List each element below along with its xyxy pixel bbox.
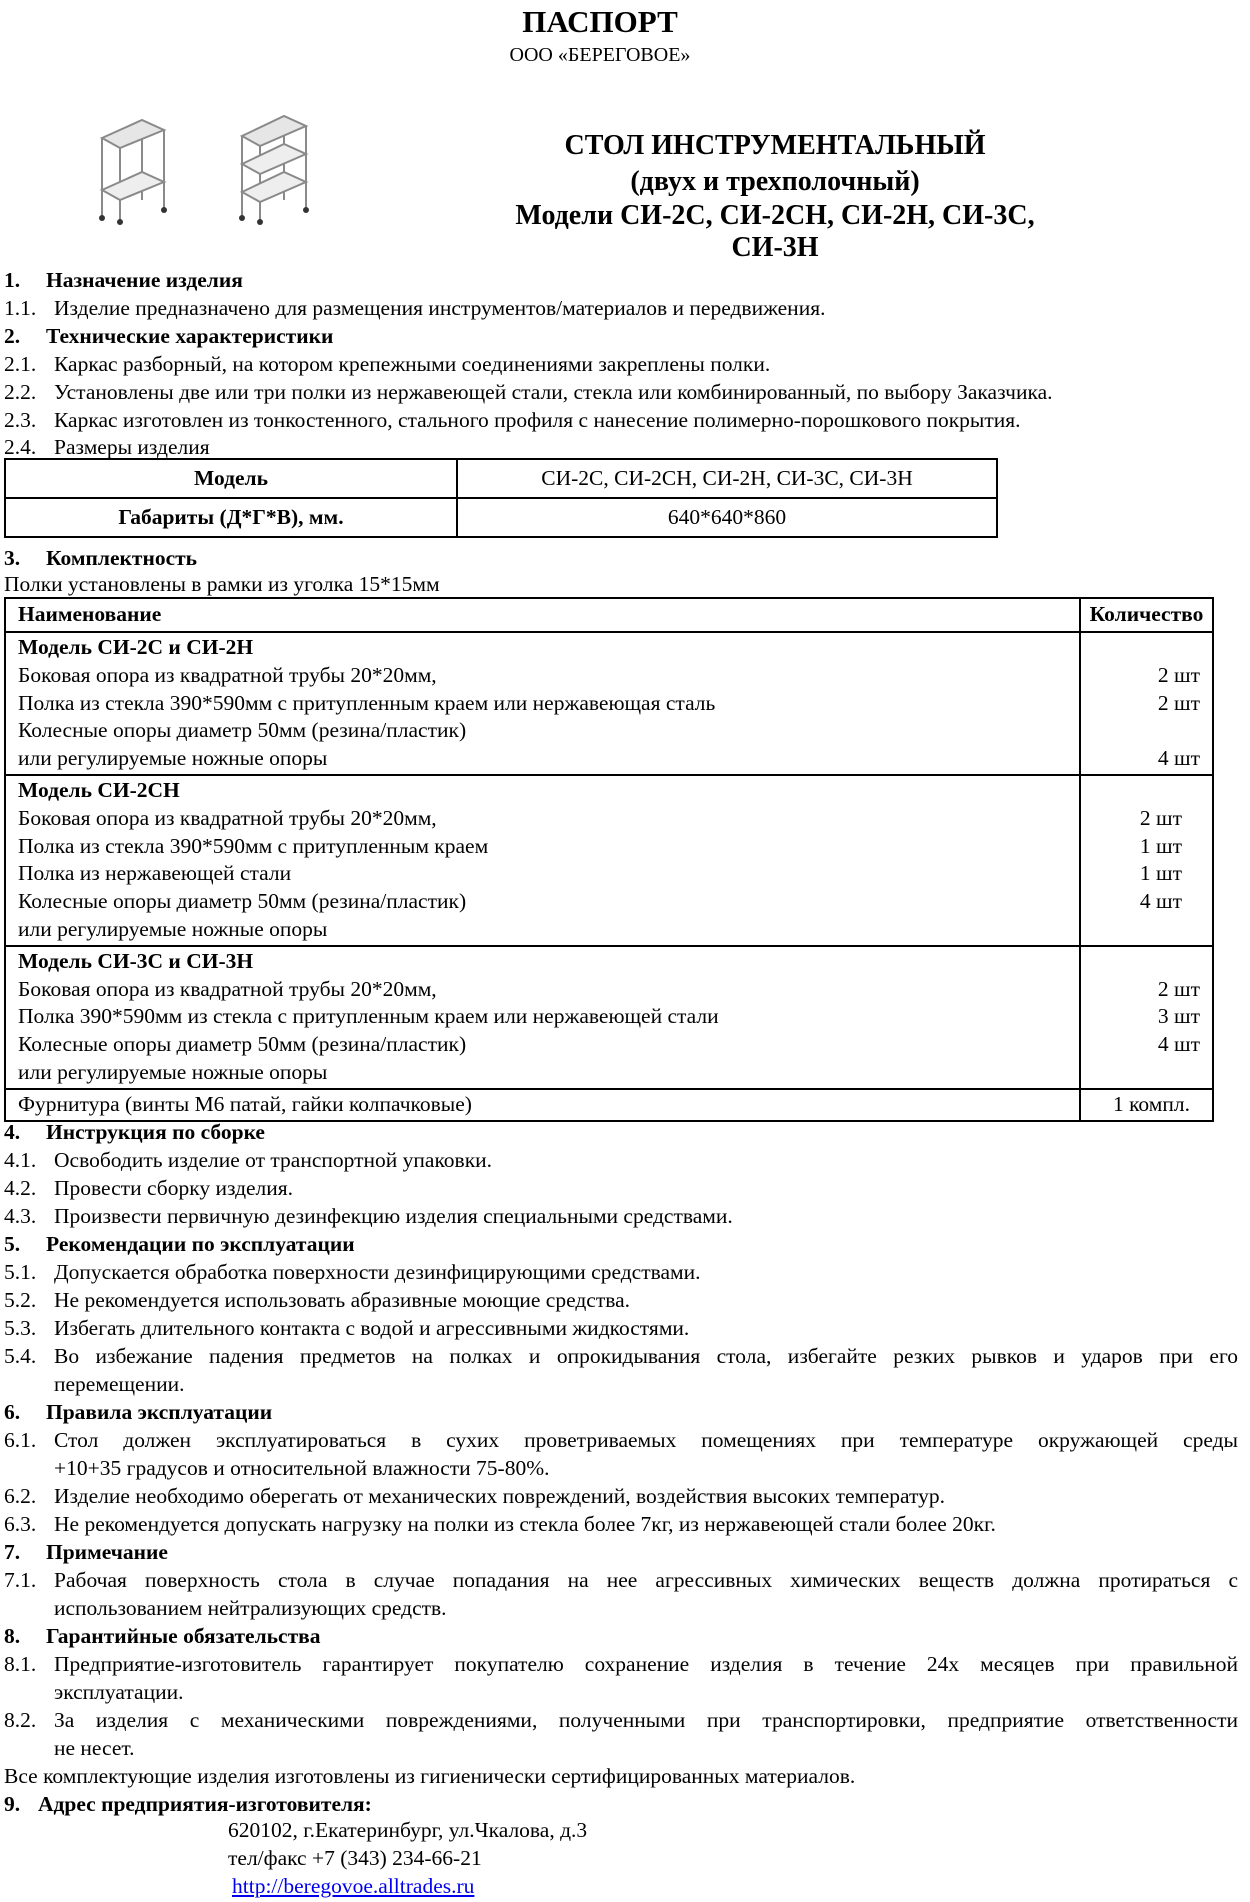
kit-group-si3s-si3n xyxy=(5,946,1213,1089)
website-link[interactable]: http://beregovoe.alltrades.ru xyxy=(232,1874,475,1898)
item-2-1: 2.1. Каркас разборный, на котором крепежными соединениями закреплены полки. xyxy=(4,352,771,376)
kit-item: или регулируемые ножные опоры xyxy=(18,916,328,941)
phone-fax-line: тел/факс +7 (343) 234-66-21 xyxy=(228,1846,482,1870)
item-6-3: 6.3. Не рекомендуется допускать нагрузку на полки из стекла более 7кг, из нержавеющей стали более 20кг. xyxy=(4,1512,996,1536)
size-dims-value: 640*640*860 xyxy=(457,498,997,537)
item-6-1-continued: +10+35 градусов и относительной влажности 75-80%. xyxy=(54,1456,550,1480)
size-model-label: Модель xyxy=(5,459,457,498)
item-6-2: 6.2. Изделие необходимо оберегать от механических повреждений, воздействия высоких температур. xyxy=(4,1484,945,1508)
item-8-1: 8.1. Предприятие-изготовитель гарантирует покупателю сохранение изделия в течение 24х месяцев при правильной xyxy=(4,1652,1238,1676)
kit-qty: 4 шт xyxy=(1139,889,1182,914)
item-8-2: 8.2. За изделия с механическими повреждениями, полученными при транспортировки, предприятие ответственности xyxy=(4,1708,1238,1732)
kit-qty: 2 шт xyxy=(1157,662,1200,687)
item-2-2: 2.2. Установлены две или три полки из нержавеющей стали, стекла или комбинированный, по выбору Заказчика. xyxy=(4,380,1053,404)
kit-qty: 4 шт xyxy=(1157,746,1200,771)
size-table xyxy=(4,458,998,538)
kit-qty: 2 шт xyxy=(1139,805,1182,830)
kit-item: Полка из стекла 390*590мм с притупленным краем или нержавеющая сталь xyxy=(18,690,716,715)
section-9-heading: 9. Адрес предприятия-изготовителя: xyxy=(4,1792,372,1816)
kit-hardware-qty: 1 компл. xyxy=(1080,1089,1213,1121)
kit-group-si2sn xyxy=(5,775,1213,946)
kit-item: Колесные опоры диаметр 50мм (резина/пластик) xyxy=(18,889,467,914)
product-name: СТОЛ ИНСТРУМЕНТАЛЬНЫЙ xyxy=(564,130,986,161)
item-4-1: 4.1. Освободить изделие от транспортной упаковки. xyxy=(4,1148,493,1172)
kit-item: Боковая опора из квадратной трубы 20*20мм, xyxy=(18,805,437,830)
section-2-heading: 2. Технические характеристики xyxy=(4,324,334,348)
kit-item: или регулируемые ножные опоры xyxy=(18,746,328,771)
kit-item: Боковая опора из квадратной трубы 20*20мм, xyxy=(18,662,437,687)
kit-qty: 4 шт xyxy=(1157,1032,1200,1057)
kit-qty: 2 шт xyxy=(1157,690,1200,715)
kit-group-title: Модель СИ-2С и СИ-2Н xyxy=(18,635,254,659)
kit-qty: 2 шт xyxy=(1157,976,1200,1001)
organization-name: ООО «БЕРЕГОВОЕ» xyxy=(509,44,691,66)
kit-item: Колесные опоры диаметр 50мм (резина/пластик) xyxy=(18,718,467,743)
item-8-2-continued: не несет. xyxy=(54,1736,135,1760)
kit-table xyxy=(4,597,1214,1122)
kit-qty: 1 шт xyxy=(1139,861,1182,886)
materials-note: Все комплектующие изделия изготовлены из гигиенически сертифицированных материалов. xyxy=(4,1764,856,1788)
item-5-2: 5.2. Не рекомендуется использовать абразивные моющие средства. xyxy=(4,1288,631,1312)
section-5-heading: 5. Рекомендации по эксплуатации xyxy=(4,1232,355,1256)
section-7-heading: 7. Примечание xyxy=(4,1540,168,1564)
document-title: ПАСПОРТ xyxy=(522,4,678,39)
two-shelf-table-image xyxy=(90,108,180,226)
kit-item: Полка 390*590мм из стекла с притупленным краем или нержавеющей стали xyxy=(18,1004,719,1029)
kit-group-title: Модель СИ-2СН xyxy=(18,777,180,802)
product-models: Модели СИ-2С, СИ-2СН, СИ-2Н, СИ-3С, СИ-3Н xyxy=(515,200,1035,263)
item-4-2: 4.2. Провести сборку изделия. xyxy=(4,1176,294,1200)
kit-group-title: Модель СИ-3С и СИ-3Н xyxy=(18,948,254,973)
size-dims-label: Габариты (Д*Г*В), мм. xyxy=(5,498,457,537)
item-5-4: 5.4. Во избежание падения предметов на полках и опрокидывания стола, избегайте резких рывков и ударов при его xyxy=(4,1344,1238,1368)
three-shelf-table-image xyxy=(230,108,320,226)
item-6-1: 6.1. Стол должен эксплуатироваться в сухих проветриваемых помещениях при температуре окружающей среды xyxy=(4,1428,1238,1452)
section-3-heading: 3. Комплектность xyxy=(4,546,198,570)
item-2-3: 2.3. Каркас изготовлен из тонкостенного, стального профиля с нанесение полимерно-порошкового покрытия. xyxy=(4,408,1021,432)
kit-note: Полки установлены в рамки из уголка 15*15мм xyxy=(4,572,440,596)
item-7-1: 7.1. Рабочая поверхность стола в случае попадания на нее агрессивных химических веществ должна протираться с xyxy=(4,1568,1238,1592)
kit-item: Колесные опоры диаметр 50мм (резина/пластик) xyxy=(18,1032,467,1057)
section-1-heading: 1. Назначение изделия xyxy=(4,268,243,292)
kit-hardware-row xyxy=(5,1089,1213,1121)
item-5-3: 5.3. Избегать длительного контакта с водой и агрессивными жидкостями. xyxy=(4,1316,690,1340)
item-1-1: 1.1. Изделие предназначено для размещения инструментов/материалов и передвижения. xyxy=(4,296,826,320)
item-7-1-continued: использованием нейтрализующих средств. xyxy=(54,1596,447,1620)
kit-qty: 3 шт xyxy=(1157,1004,1200,1029)
size-model-value: СИ-2С, СИ-2СН, СИ-2Н, СИ-3С, СИ-3Н xyxy=(457,459,997,498)
item-8-1-continued: эксплуатации. xyxy=(54,1680,184,1704)
kit-qty: 1 шт xyxy=(1139,833,1182,858)
kit-item: Полка из нержавеющей стали xyxy=(18,861,292,886)
product-subtitle: (двух и трехполочный) xyxy=(630,166,920,197)
item-5-4-continued: перемещении. xyxy=(54,1372,185,1396)
address-line: 620102, г.Екатеринбург, ул.Чкалова, д.3 xyxy=(228,1818,588,1842)
section-6-heading: 6. Правила эксплуатации xyxy=(4,1400,273,1424)
kit-col-qty-header: Количество xyxy=(1080,598,1213,632)
section-8-heading: 8. Гарантийные обязательства xyxy=(4,1624,321,1648)
kit-col-name-header: Наименование xyxy=(5,598,1080,632)
kit-hardware-name: Фурнитура (винты М6 патай, гайки колпачковые) xyxy=(5,1089,1080,1121)
kit-item: Боковая опора из квадратной трубы 20*20мм, xyxy=(18,976,437,1001)
item-5-1: 5.1. Допускается обработка поверхности дезинфицирующими средствами. xyxy=(4,1260,701,1284)
section-4-heading: 4. Инструкция по сборке xyxy=(4,1120,265,1144)
kit-group-si2s-si2n xyxy=(5,632,1213,775)
kit-item: Полка из стекла 390*590мм с притупленным краем xyxy=(18,833,489,858)
item-4-3: 4.3. Произвести первичную дезинфекцию изделия специальными средствами. xyxy=(4,1204,733,1228)
item-2-4: 2.4. Размеры изделия xyxy=(4,435,210,459)
kit-item: или регулируемые ножные опоры xyxy=(18,1059,328,1084)
